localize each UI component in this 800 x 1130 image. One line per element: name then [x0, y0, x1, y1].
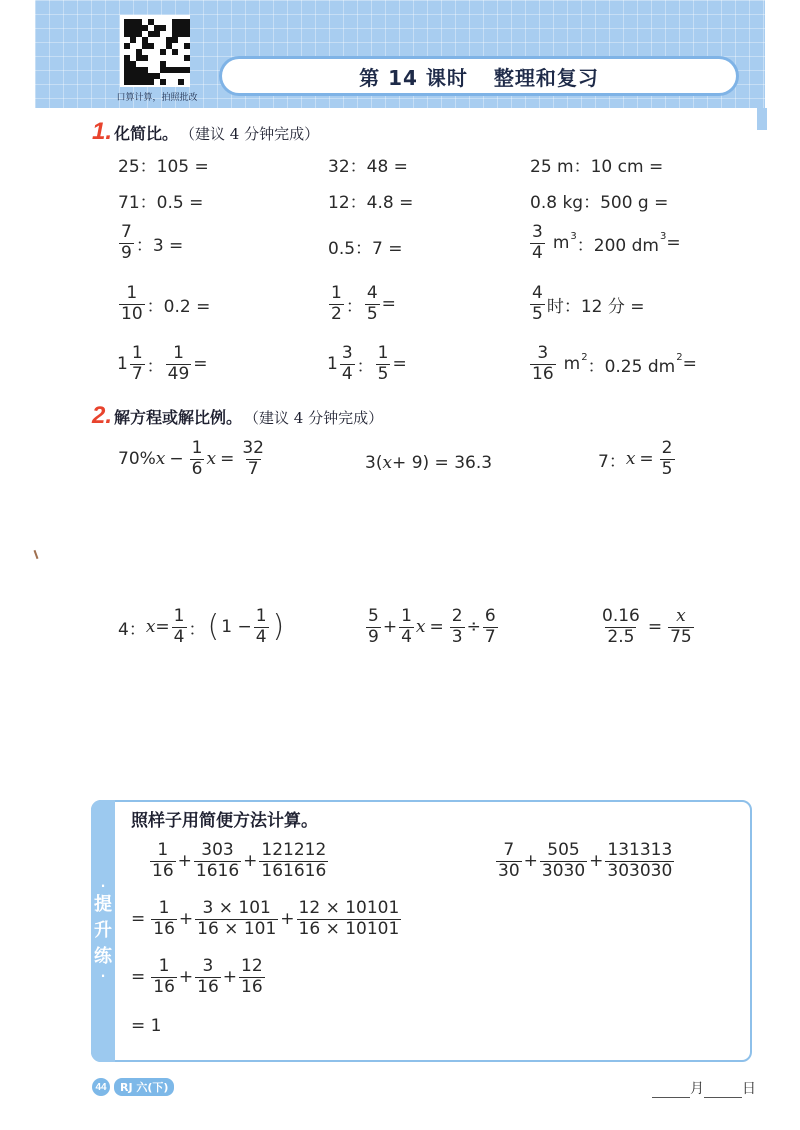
page-edge: [757, 108, 767, 130]
example-step: = $\frac{1}{16}$ + $\frac{3}{16}$ + $\frac{12}{16}$: [131, 956, 263, 997]
fraction: $\frac{6}{7}$: [484, 606, 496, 647]
equation: $\frac{0.16}{2.5}$ = $\frac{x}{75}$: [602, 606, 692, 647]
fraction: $\frac{3}{16}$: [532, 343, 554, 384]
fraction: $\frac{3 \times 101}{16 \times 101}$: [197, 898, 277, 939]
fraction: $\frac{2}{3}$: [451, 606, 463, 647]
fraction: $\frac{1}{16}$: [153, 898, 175, 939]
fraction: $\frac{1}{5}$: [377, 343, 389, 384]
fraction: $\frac{1}{16}$: [152, 840, 174, 881]
fraction: $\frac{12}{16}$: [241, 956, 263, 997]
problem: 25 m：10 cm =: [530, 157, 664, 177]
fraction: $\frac{3}{4}$: [532, 222, 543, 263]
example-step: = $\frac{1}{16}$ + $\frac{3 \times 101}{16 \times 101}$ + $\frac{12 \times 10101}{16 \times 10101}$: [131, 898, 400, 939]
fraction: $\frac{1}{7}$: [131, 343, 143, 384]
qr-module: [184, 55, 190, 61]
qr-module: [124, 43, 130, 49]
qr-code[interactable]: [120, 15, 190, 87]
page-badge: [92, 1078, 174, 1096]
problem: 32：48 =: [328, 157, 408, 177]
section-hint: （建议 4 分钟完成）: [180, 125, 320, 143]
qr-module: [130, 37, 136, 43]
section-title: 化简比。: [114, 124, 179, 143]
fraction: $\frac{x}{75}$: [670, 606, 692, 647]
boost-title: 照样子用简便方法计算。: [131, 811, 318, 831]
problem: 1 $\frac{3}{4}$ ： $\frac{1}{5}$ =: [327, 343, 407, 384]
problem: $\frac{1}{2}$ ： $\frac{4}{5}$ =: [331, 283, 396, 324]
section-number: 2.: [92, 402, 113, 429]
fraction: $\frac{1}{16}$: [153, 956, 175, 997]
qr-module: [160, 79, 166, 85]
fraction: $\frac{1}{49}$: [167, 343, 190, 384]
month-blank[interactable]: [652, 1082, 690, 1098]
section-title: 解方程或解比例。: [114, 408, 243, 427]
day-blank[interactable]: [704, 1082, 742, 1098]
fraction: $\frac{1}{4}$: [255, 606, 267, 647]
problem: 71：0.5 =: [118, 193, 204, 213]
day-label: 日: [742, 1081, 756, 1097]
equation: 3( x + 9) = 36.3: [365, 453, 493, 473]
qr-module: [160, 25, 166, 31]
fraction: $\frac{3}{16}$: [197, 956, 219, 997]
fraction: $\frac{303}{1616}$: [195, 840, 240, 881]
fraction: $\frac{12 \times 10101}{16 \times 10101}$: [298, 898, 400, 939]
qr-module: [184, 31, 190, 37]
date-field[interactable]: [652, 1078, 756, 1098]
section-2-heading: [92, 402, 383, 430]
page-title: [222, 59, 736, 93]
equation: 4： x = $\frac{1}{4}$ ： ( 1 − $\frac{1}{4}$ ): [118, 606, 285, 647]
fraction: $\frac{1}{10}$: [121, 283, 143, 324]
problem: 0.5：7 =: [328, 239, 403, 259]
qr-caption: 口算计算，拍照批改: [116, 93, 198, 103]
page-number: 44: [92, 1078, 110, 1096]
boost-label: · 提 升 练 ·: [94, 879, 112, 984]
fraction: $\frac{505}{3030}$: [541, 840, 586, 881]
fraction: $\frac{7}{30}$: [498, 840, 520, 881]
fraction: $\frac{4}{5}$: [366, 283, 378, 324]
month-label: 月: [690, 1081, 704, 1097]
problem: 25：105 =: [118, 157, 209, 177]
fraction: $\frac{131313}{303030}$: [607, 840, 673, 881]
fraction: $\frac{1}{4}$: [173, 606, 185, 647]
example-step: $\frac{1}{16}$ + $\frac{303}{1616}$ + $\frac{121212}{161616}$: [152, 840, 327, 881]
fraction: $\frac{7}{9}$: [121, 222, 132, 263]
qr-module: [154, 31, 160, 37]
qr-module: [172, 49, 178, 55]
problem: 0.8 kg：500 g =: [530, 193, 669, 213]
problem: $\frac{1}{10}$ ：0.2 =: [121, 283, 211, 324]
qr-module: [148, 79, 154, 85]
fraction: $\frac{3}{4}$: [341, 343, 353, 384]
problem: 1 $\frac{1}{7}$ ： $\frac{1}{49}$ =: [117, 343, 208, 384]
fraction: $\frac{5}{9}$: [368, 606, 379, 647]
fraction: $\frac{2}{5}$: [661, 438, 673, 479]
section-1-heading: [92, 118, 319, 146]
pencil-mark: [34, 550, 39, 559]
problem: $\frac{4}{5}$ 时：12 分 =: [532, 283, 645, 324]
exercise: $\frac{7}{30}$ + $\frac{505}{3030}$ + $\frac{131313}{303030}$: [498, 840, 673, 881]
fraction: $\frac{4}{5}$: [532, 283, 543, 324]
problem: $\frac{3}{4}$ m 3 ：200 dm 3 =: [532, 222, 681, 263]
fraction: $\frac{1}{6}$: [191, 438, 203, 479]
lesson-topic: 整理和复习: [493, 65, 599, 90]
grade-label: RJ 六(下): [114, 1078, 174, 1096]
qr-module: [184, 67, 190, 73]
problem: $\frac{3}{16}$ m 2 ：0.25 dm 2 =: [532, 343, 697, 384]
equation: $\frac{5}{9}$ + $\frac{1}{4}$ x = $\frac{2}{3}$ ÷ $\frac{6}{7}$: [368, 606, 496, 647]
section-number: 1.: [92, 118, 113, 145]
problem: 12：4.8 =: [328, 193, 414, 213]
fraction: $\frac{121212}{161616}$: [261, 840, 327, 881]
equation: 70% x − $\frac{1}{6}$ x = $\frac{32}{7}$: [118, 438, 264, 479]
qr-module: [142, 55, 148, 61]
qr-module: [160, 49, 166, 55]
fraction: $\frac{32}{7}$: [242, 438, 264, 479]
example-step: = 1: [131, 1016, 162, 1036]
fraction: $\frac{1}{4}$: [401, 606, 412, 647]
equation: 7： x = $\frac{2}{5}$: [598, 438, 673, 479]
qr-module: [148, 43, 154, 49]
qr-module: [184, 43, 190, 49]
fraction: $\frac{0.16}{2.5}$: [602, 606, 640, 647]
fraction: $\frac{1}{2}$: [331, 283, 342, 324]
qr-module: [172, 37, 178, 43]
qr-module: [178, 79, 184, 85]
problem: $\frac{7}{9}$ ：3 =: [121, 222, 184, 263]
section-hint: （建议 4 分钟完成）: [244, 409, 384, 427]
lesson-number: 第 14 课时: [359, 65, 468, 90]
